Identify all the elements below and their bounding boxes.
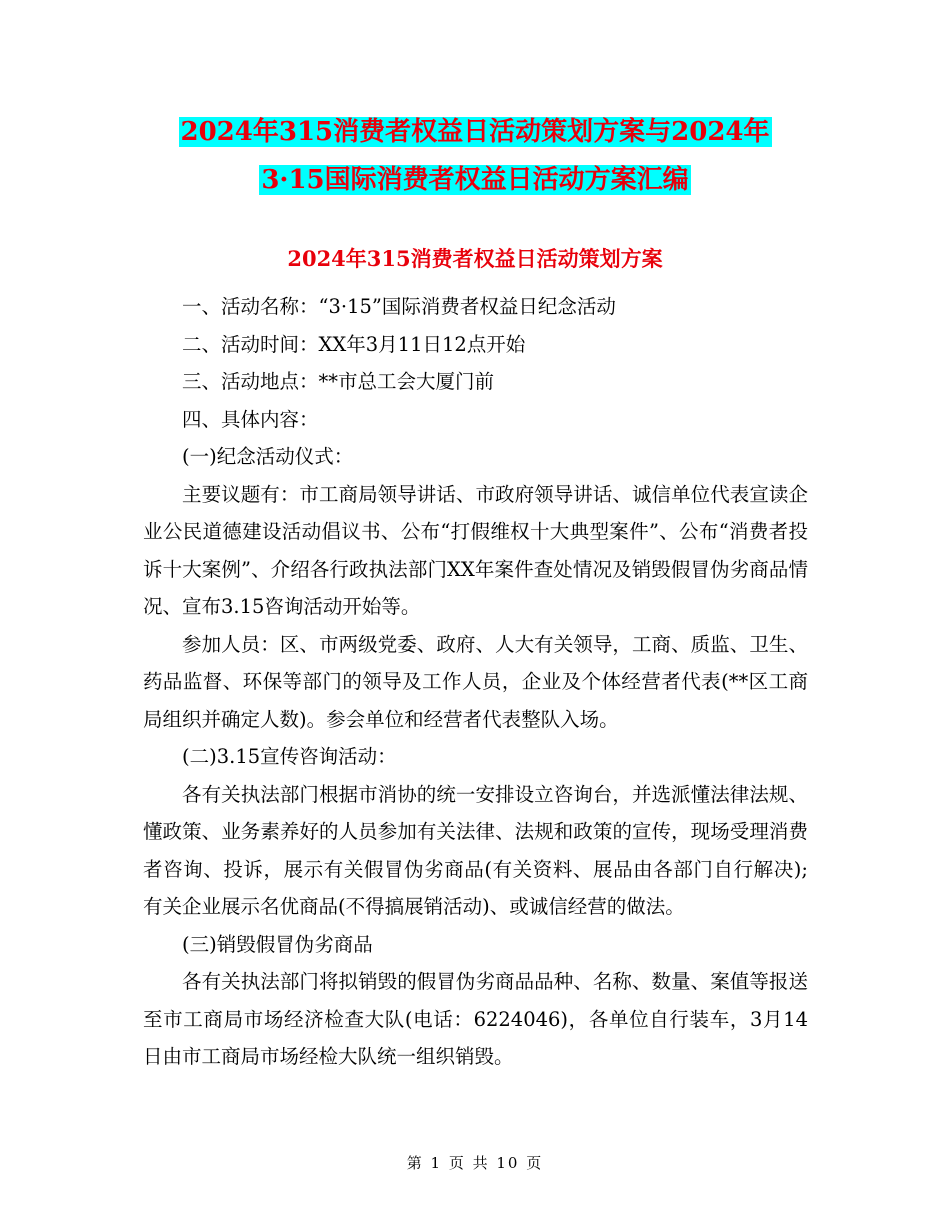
paragraph-participants: 参加人员：区、市两级党委、政府、人大有关领导，工商、质监、卫生、药品监督、环保等部门的领导及工作人员，企业及个体经营者代表(**区工商局组织并确定人数)。参会单位和经营者代表整队入场。 bbox=[143, 632, 808, 731]
paragraph-activity-name: 一、活动名称：“3·15”国际消费者权益日纪念活动 bbox=[182, 295, 616, 318]
paragraph-section-1-heading: (一)纪念活动仪式： bbox=[182, 445, 354, 468]
document-body bbox=[143, 288, 808, 1076]
section-title: 2024年315消费者权益日活动策划方案 bbox=[287, 246, 663, 271]
page-footer: 第 1 页 共 10 页 bbox=[406, 1154, 544, 1172]
paragraph-activity-time: 二、活动时间：XX年3月11日12点开始 bbox=[182, 332, 526, 356]
paragraph-section-3-heading: (三)销毁假冒伪劣商品 bbox=[182, 932, 373, 956]
paragraph-destruction: 各有关执法部门将拟销毁的假冒伪劣商品品种、名称、数量、案值等报送至市工商局市场经济检查大队(电话：6224046)，各单位自行装车，3月14日由市工商局市场经检大队统一组织销毁。 bbox=[143, 970, 808, 1068]
paragraph-section-2-heading: (二)3.15宣传咨询活动： bbox=[182, 745, 397, 768]
paragraph-consulting: 各有关执法部门根据市消协的统一安排设立咨询台，并选派懂法律法规、懂政策、业务素养好的人员参加有关法律、法规和政策的宣传，现场受理消费者咨询、投诉，展示有关假冒伪劣商品(有关资料、展品由各部门自行解决);有关企业展示名优商品(不得搞展销活动)、或诚信经营的做法。 bbox=[143, 782, 808, 918]
title-line-2: 3·15国际消费者权益日活动方案汇编 bbox=[261, 165, 689, 195]
paragraph-content-heading: 四、具体内容： bbox=[182, 407, 319, 431]
paragraph-main-topics: 主要议题有：市工商局领导讲话、市政府领导讲话、诚信单位代表宣读企业公民道德建设活动倡议书、公布“打假维权十大典型案件”、公布“消费者投诉十大案例”、介绍各行政执法部门XX年案件查处情况及销毁假冒伪劣商品情况、宣布3.15咨询活动开始等。 bbox=[143, 482, 808, 618]
paragraph-activity-location: 三、活动地点：**市总工会大厦门前 bbox=[182, 370, 495, 393]
main-title bbox=[0, 108, 950, 204]
title-line-1: 2024年315消费者权益日活动策划方案与2024年 bbox=[180, 117, 770, 147]
